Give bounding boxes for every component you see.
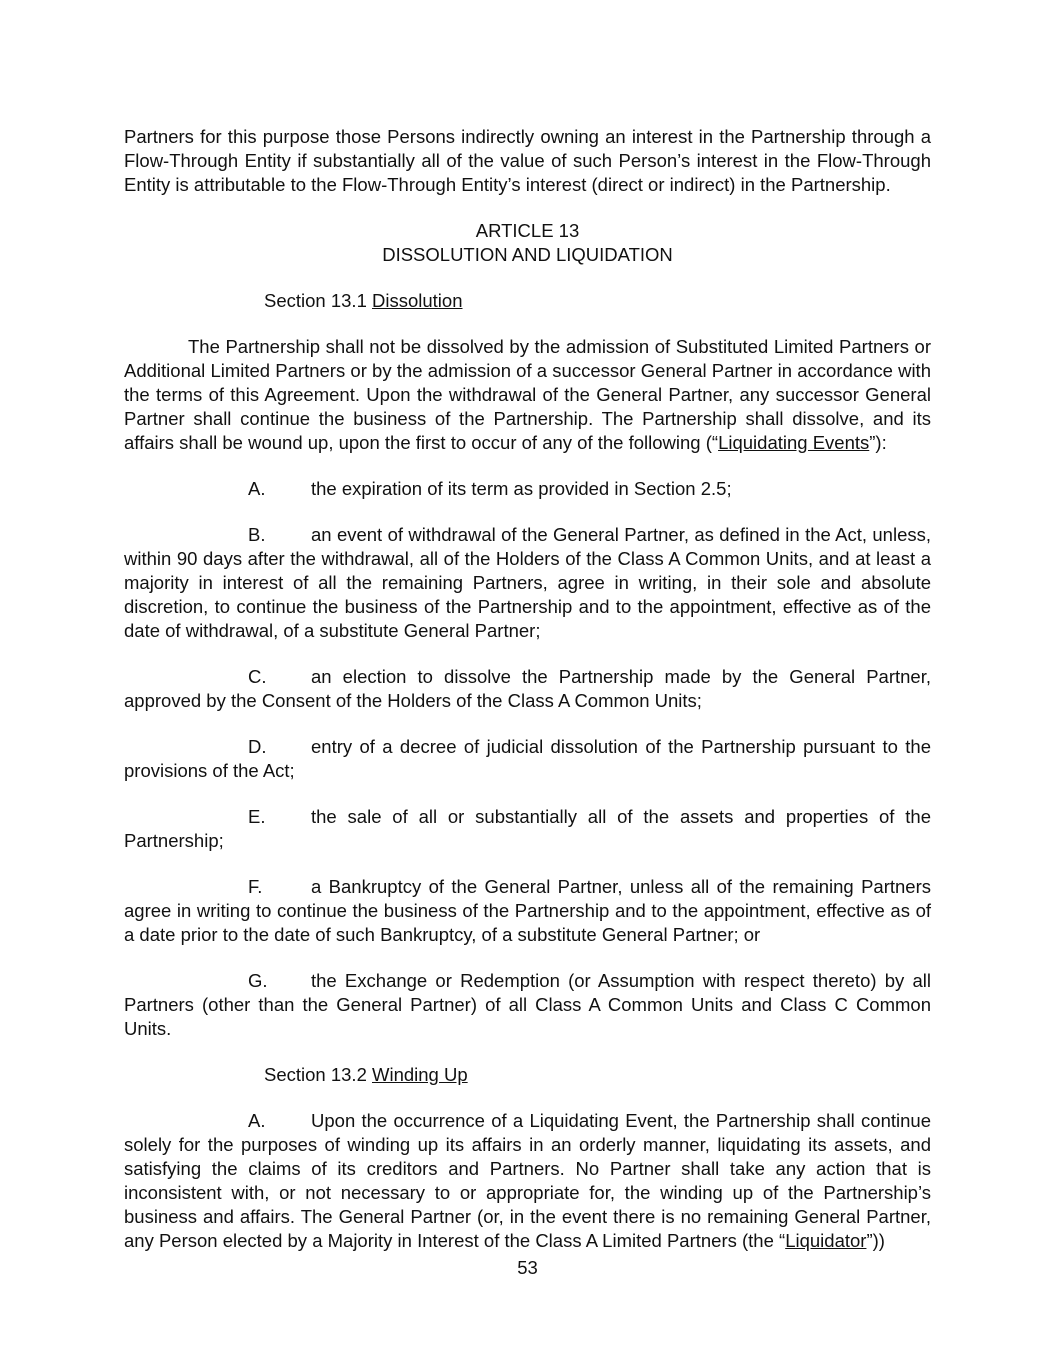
list-item-marker: B.: [248, 524, 266, 545]
list-item-text: the Exchange or Redemption (or Assumption with respect thereto) by all Partners (other than the General Partner) of all Class A Common Units and Class C Common Units.: [124, 970, 931, 1039]
dissolution-paragraph: [124, 335, 931, 455]
list-item-marker: A.: [248, 478, 266, 499]
list-item-text: an election to dissolve the Partnership made by the General Partner, approved by the Consent of the Holders of the Class A Common Units;: [124, 666, 931, 711]
list-item-text: an event of withdrawal of the General Partner, as defined in the Act, unless, within 90 days after the withdrawal, all of the Holders of the Class A Common Units, and at least a majority in interest of all the remaining Partners, agree in writing, in their sole and absolute discretion, to continue the business of the Partnership and to the appointment, effective as of the date of withdrawal, of a substitute General Partner;: [124, 524, 931, 641]
list-item-text: entry of a decree of judicial dissolution of the Partnership pursuant to the provisions of the Act;: [124, 736, 931, 781]
continued-paragraph: Partners for this purpose those Persons indirectly owning an interest in the Partnership through a Flow-Through Entity if substantially all of the value of such Person’s interest in the Flow-Through Entity is attributable to the Flow-Through Entity’s interest (direct or indirect) in the Partnership.: [124, 126, 931, 195]
list-item-text: the sale of all or substantially all of the assets and properties of the Partnership;: [124, 806, 931, 851]
liquidator-term: Liquidator: [785, 1230, 867, 1251]
liquidating-events-term: Liquidating Events: [718, 432, 870, 453]
section-13-2-heading: [264, 1063, 931, 1087]
article-number: ARTICLE 13: [475, 220, 580, 241]
section-13-1-heading: [264, 289, 931, 313]
list-item: [124, 969, 931, 1041]
list-item: [124, 805, 931, 853]
page-number: 53: [517, 1257, 538, 1278]
list-item-marker: D.: [248, 736, 267, 757]
section-13-1-title: Dissolution: [372, 290, 463, 311]
list-item: [124, 875, 931, 947]
list-item-marker: F.: [248, 876, 263, 897]
dissolution-paragraph-text: The Partnership shall not be dissolved by the admission of Substituted Limited Partners or Additional Limited Partners or by the admission of a successor General Partner in accordance with the terms of this Agreement. Upon the withdrawal of the General Partner, any successor General Partner shall continue the business of the Partnership. The Partnership shall dissolve, and its affairs shall be wound up, upon the first to occur of any of the following (“: [124, 336, 931, 453]
section-13-2-title: Winding Up: [372, 1064, 468, 1085]
list-item-text: the expiration of its term as provided in Section 2.5;: [311, 478, 732, 499]
list-item: [124, 523, 931, 643]
list-item-text: a Bankruptcy of the General Partner, unless all of the remaining Partners agree in writing to continue the business of the Partnership and to the appointment, effective as of a date prior to the date of such Bankruptcy, of a substitute General Partner; or: [124, 876, 931, 945]
article-heading: [124, 219, 931, 267]
document-page: [124, 125, 931, 1253]
section-13-2-prefix: Section 13.2: [264, 1064, 372, 1085]
list-item-marker: E.: [248, 806, 266, 827]
winding-up-text-end: ”)): [866, 1230, 885, 1251]
article-title: DISSOLUTION AND LIQUIDATION: [382, 244, 673, 265]
dissolution-paragraph-end: ”):: [869, 432, 887, 453]
list-item-marker: A.: [248, 1110, 266, 1131]
list-item-marker: G.: [248, 970, 268, 991]
list-item: [124, 665, 931, 713]
list-item-marker: C.: [248, 666, 267, 687]
section-13-1-prefix: Section 13.1: [264, 290, 372, 311]
list-item: [124, 477, 931, 501]
list-item: [124, 735, 931, 783]
winding-up-item-a: [124, 1109, 931, 1253]
winding-up-text: Upon the occurrence of a Liquidating Event, the Partnership shall continue solely for the purposes of winding up its affairs in an orderly manner, liquidating its assets, and satisfying the claims of its creditors and Partners. No Partner shall take any action that is inconsistent with, or not necessary to or appropriate for, the winding up of the Partnership’s business and affairs. The General Partner (or, in the event there is no remaining General Partner, any Person elected by a Majority in Interest of the Class A Limited Partners (the “: [124, 1110, 931, 1251]
